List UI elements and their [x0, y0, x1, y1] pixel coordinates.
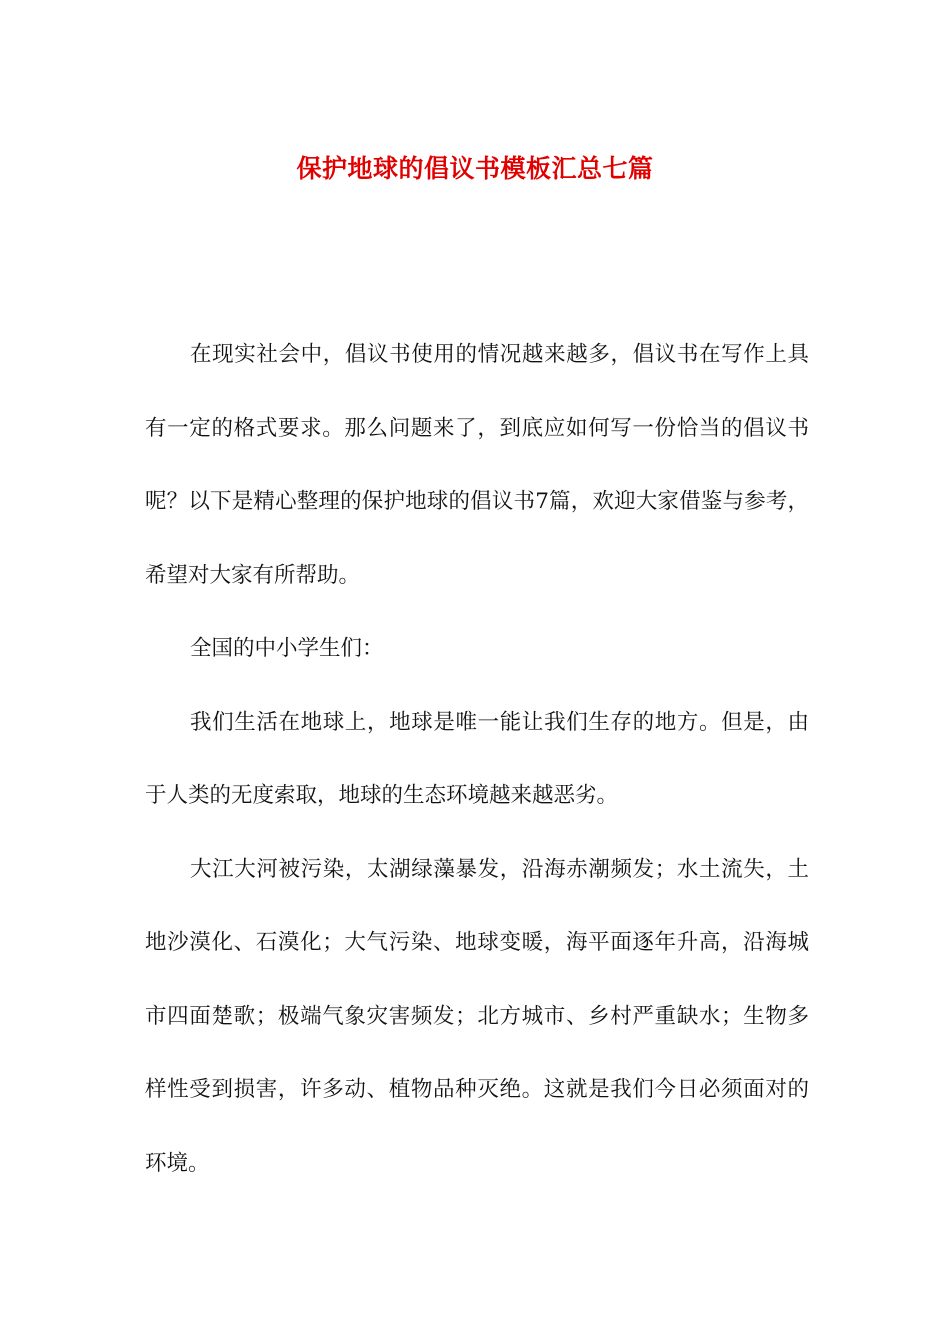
document-body: [145, 318, 809, 1200]
paragraph-salutation: 全国的中小学生们：: [190, 636, 384, 661]
paragraph-intro: 在现实社会中，倡议书使用的情况越来越多，倡议书在写作上具有一定的格式要求。那么问题来了，到底应如何写一份恰当的倡议书呢？以下是精心整理的保护地球的倡议书7篇，欢迎大家借鉴与参考，希望对大家有所帮助。: [145, 342, 809, 588]
document-title: 保护地球的倡议书模板汇总七篇: [296, 153, 654, 183]
paragraph-environment: 大江大河被污染，太湖绿藻暴发，沿海赤潮频发；水土流失，土地沙漠化、石漠化；大气污染、地球变暖，海平面逐年升高，沿海城市四面楚歌；极端气象灾害频发；北方城市、乡村严重缺水；生物多样性受到损害，许多动、植物品种灭绝。这就是我们今日必须面对的环境。: [145, 856, 809, 1176]
paragraph-earth: 我们生活在地球上，地球是唯一能让我们生存的地方。但是，由于人类的无度索取，地球的生态环境越来越恶劣。: [145, 709, 809, 808]
